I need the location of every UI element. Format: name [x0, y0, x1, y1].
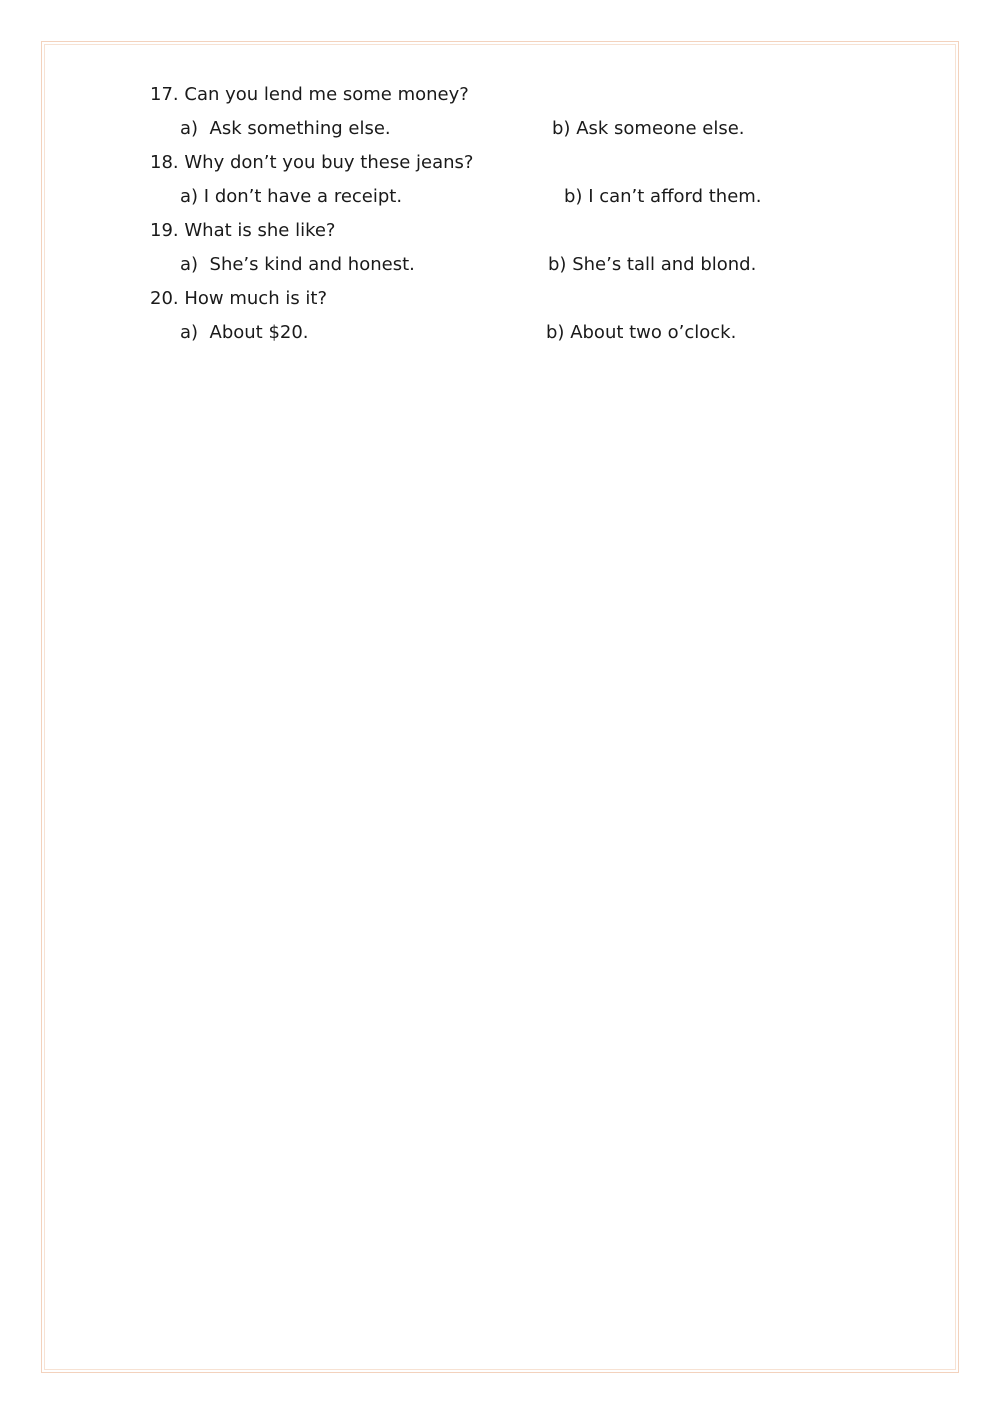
- question-text: Why don’t you buy these jeans?: [184, 152, 474, 173]
- option-letter: b): [564, 186, 583, 207]
- question-19-option-a: [180, 254, 415, 276]
- option-letter: a): [180, 254, 199, 275]
- option-letter: b): [546, 322, 565, 343]
- question-number: 18.: [150, 152, 179, 173]
- option-text: Ask something else.: [209, 118, 391, 139]
- option-text: About two o’clock.: [570, 322, 737, 343]
- question-18: [150, 152, 473, 174]
- option-text: She’s tall and blond.: [572, 254, 757, 275]
- question-text: How much is it?: [184, 288, 328, 309]
- question-number: 20.: [150, 288, 179, 309]
- question-17-option-a: [180, 118, 391, 140]
- question-19: [150, 220, 336, 242]
- question-text: Can you lend me some money?: [184, 84, 469, 105]
- page-border-inner: [44, 44, 956, 1370]
- option-letter: b): [548, 254, 567, 275]
- question-19-option-b: [548, 254, 756, 276]
- question-17-option-b: [552, 118, 745, 140]
- question-20-option-a: [180, 322, 309, 344]
- option-letter: a): [180, 322, 199, 343]
- question-20-option-b: [546, 322, 736, 344]
- question-17: [150, 84, 469, 106]
- option-text: Ask someone else.: [576, 118, 745, 139]
- option-text: About $20.: [209, 322, 309, 343]
- option-letter: b): [552, 118, 571, 139]
- option-text: I can’t afford them.: [588, 186, 762, 207]
- option-letter: a): [180, 186, 199, 207]
- question-18-option-b: [564, 186, 762, 208]
- option-letter: a): [180, 118, 199, 139]
- question-number: 19.: [150, 220, 179, 241]
- question-number: 17.: [150, 84, 179, 105]
- option-text: I don’t have a receipt.: [203, 186, 403, 207]
- question-18-option-a: [180, 186, 402, 208]
- option-text: She’s kind and honest.: [209, 254, 415, 275]
- question-20: [150, 288, 327, 310]
- question-text: What is she like?: [184, 220, 336, 241]
